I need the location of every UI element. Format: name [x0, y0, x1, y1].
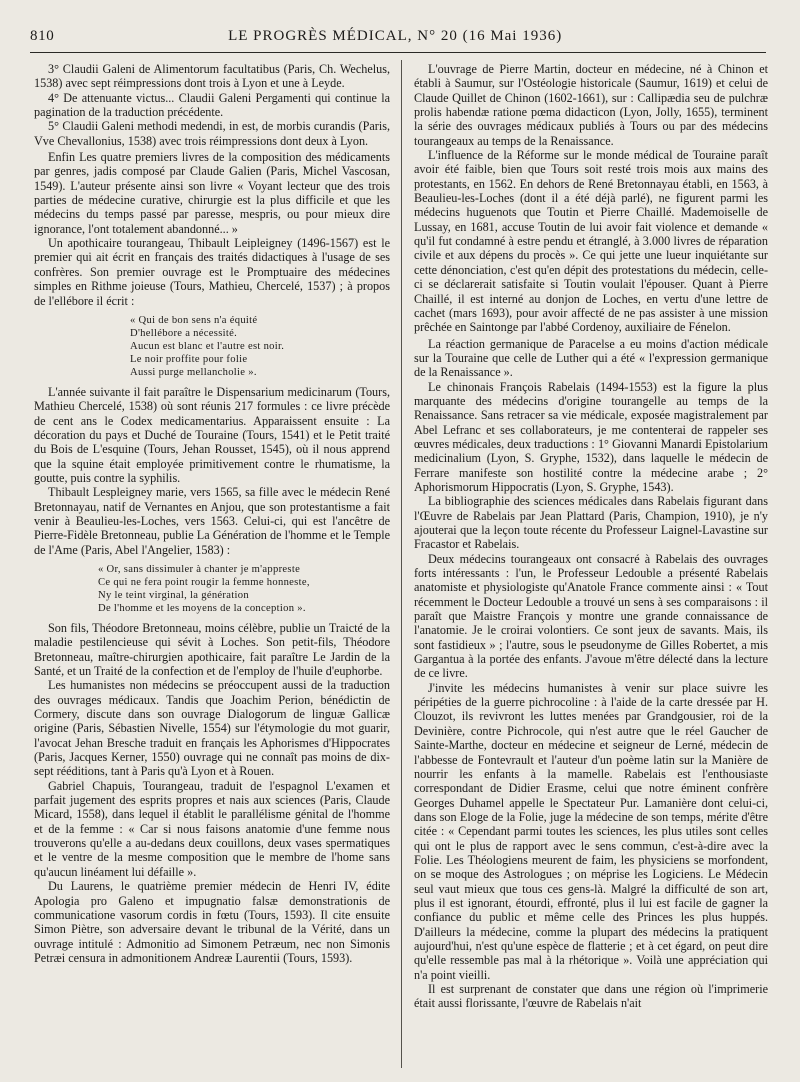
paragraph: La bibliographie des sciences médicales dans Rabelais figurant dans l'Œuvre de Rabelais par Jean Plattard (Paris, Champion, 1910), je n'y ajouterai que la leçon toute récente du Professeur Laignel-Lavastine sur Fracastor et Rabelais. — [414, 494, 768, 552]
journal-title: LE PROGRÈS MÉDICAL, N° 20 (16 Mai 1936) — [228, 28, 563, 44]
page-header — [30, 28, 766, 52]
paragraph: L'année suivante il fait paraître le Dispensarium medicinarum (Tours, Mathieu Chercelé, 1538) où sont réunis 217 formules : ce livre précède de cent ans le Codex medicamentarius. Apparaissent ensuite : La décoration du pays et Duché de Touraine (Tours, 1541) et le Petit traité du Bois de L'esquine (Tours, Jehan Rousset, 1545), où il nous apprend que la squine était employée primitivement contre le rhumatisme, la goutte, puis contre la syphilis. — [34, 384, 390, 485]
verse-line: Aucun est blanc et l'autre est noir. — [130, 340, 285, 352]
paragraph: Il est surprenant de constater que dans une région où l'imprimerie était aussi florissante, l'œuvre de Rabelais n'ait — [414, 982, 768, 1011]
paragraph: Un apothicaire tourangeau, Thibault Leipleigney (1496-1567) est le premier qui ait écrit en français des traités didactiques à l'usage de ses confrères. Son premier ouvrage est le Promptuaire des médecines simples en Rithme joieuse (Tours, Mathieu, Chercelé, 1537) ; à propos de l'ellébore il écrit : — [34, 236, 390, 308]
paragraph: 3° Claudii Galeni de Alimentorum facultatibus (Paris, Ch. Wechelus, 1538) avec sept réimpressions dont trois à Lyon et une à Leyde. — [34, 62, 390, 91]
paragraph: Les humanistes non médecins se préoccupent aussi de la traduction des ouvrages médicaux. Tandis que Joachim Perion, bénédictin de Cormery, discute dans son ouvrage Dialogorum de linguæ Gallicæ origine (Paris, Sébastien Nivelle, 1554) sur l'étymologie du mot guarir, l'avocat Jehan Bresche traduit en français les Aphorismes d'Hippocrates (Paris, Jacques Kerner, 1550) ouvrage qui ne connaît pas moins de dix-sept rééditions, tant à Paris qu'à Lyon et à Rouen. — [34, 678, 390, 779]
page-number: 810 — [30, 28, 55, 44]
paragraph: J'invite les médecins humanistes à venir sur place suivre les péripéties de la guerre pichrocoline : à l'aide de la carte dressée par H. Clouzot, ils revivront les luttes menées par Grandgousier, roi de la Devinière, contre Pichrocole, qui n'est autre que le réel Gaucher de Sainte-Marthe, docteur en médecine et seigneur de Lerné, médecin de l'abbesse de Fontevrault et l'auteur d'un poème latin sur la Manière de nourrir les enfants à la mamelle. Rabelais est l'enthousiaste correspondant de Didier Erasme, celui que notre éminent confrère Georges Duhamel appelle le Spectateur Pur. Lamanière dont celui-ci, dans son Eloge de la Folie, juge la médecine de son temps, mérite d'être citée : « Cependant parmi toutes les sciences, les plus utiles sont celles qui ont le plus de rapport avec le sens commun, c'est-à-dire avec la Folie. Les Théologiens meurent de faim, les physiciens se morfondent, on se moque des Astrologues ; on méprise les Logiciens. Le Médecin seul vaut mieux que tous ces gens-là. Malgré la difficulté de son art, plus il est ignorant, étourdi, effronté, plus il lui est facile de gagner la confiance du public et même celle des Princes les plus huppés. D'ailleurs la médecine, comme la plupart des médecins la pratiquent aujourd'hui, n'est qu'une espèce de flatterie ; et à cet égard, on peut dire qu'elle ressemble pas mal à la rhétorique ». Voilà une appréciation qui n'a point vieilli. — [414, 680, 768, 982]
header-rule — [30, 52, 766, 53]
paragraph: 4° De attenuante victus... Claudii Galeni Pergamenti qui continue la pagination de la traduction précédente. — [34, 90, 390, 120]
paragraph: Le chinonais François Rabelais (1494-1553) est la figure la plus marquante des médecins d'origine tourangelle au temps de la Renaissance. Sans retracer sa vie médicale, exposée magistralement par Abel Lefranc et ses collaborateurs, je me contenterai de rappeler ses œuvres médicales, deux traductions : 1° Giovanni Manardi Epistolarium medicinalium (Lyon, S. Gryphe, 1532), dans laquelle le médecin de Ferrare manifeste son hostilité contre la médecine arabe ; 2° Aphorismorum Hippocratis (Lyon, S. Gryphe, 1543). — [414, 379, 768, 494]
verse-line: D'hellébore a nécessité. — [130, 327, 238, 339]
paragraph: Du Laurens, le quatrième premier médecin de Henri IV, édite Apologia pro Galeno et impugnatio falsæ demonstrationis de communicatione vasorum cordis in fœtu (Tours, 1593). Il cite ensuite Simon Piètre, son adversaire devant le tribunal de la Vérité, dans un ouvrage intitulé : Admonitio ad Simonem Petræum, nec non Simonis Petræi censura in admonitionem Andreæ Laurentii (Tours, 1593). — [34, 879, 390, 965]
paragraph: 5° Claudii Galeni methodi medendi, in est, de morbis curandis (Paris, Vve Chevallonius, 1538) avec trois réimpressions dont deux à Lyon. — [34, 119, 390, 148]
verse-line: Ny le teint virginal, la génération — [98, 589, 249, 601]
verse-quote — [34, 563, 390, 615]
left-column — [34, 62, 390, 1074]
verse-quote — [34, 314, 390, 379]
verse-line: « Qui de bon sens n'a équité — [130, 314, 258, 326]
verse-line: De l'homme et les moyens de la conception ». — [98, 602, 306, 614]
paragraph: Son fils, Théodore Bretonneau, moins célèbre, publie un Traicté de la maladie pestilencieuse qui sévit à Loches. Son petit-fils, Théodore Bretonneau, maître-chirurgien apothicaire, fait paraître Le Jardin de la Santé, et un Traité de la confection et de l'employ de l'huile d'euphorbe. — [34, 620, 390, 678]
column-divider — [401, 60, 402, 1068]
verse-line: Aussi purge mellancholie ». — [130, 366, 257, 378]
paragraph: La réaction germanique de Paracelse a eu moins d'action médicale sur la Touraine que celle de Luther qui a été « l'expression germanique de la Renaissance ». — [414, 336, 768, 380]
paragraph: Enfin Les quatre premiers livres de la composition des médicaments par genres, jadis composé par Claude Galien (Paris, Michel Vascosan, 1549). L'auteur présente ainsi son livre « Voyant lecteur que des trois parties de médecine curative, chirurgie est la plus difficile et que les médecins du temps passé par paresse, mespris, ou pour mieux dire ignorance, l'ont totalement abandonné... » — [34, 150, 390, 236]
verse-line: « Or, sans dissimuler à chanter je m'appreste — [98, 563, 301, 575]
paragraph: L'influence de la Réforme sur le monde médical de Touraine paraît avoir été faible, bien que Tours soit resté trois mois aux mains des protestants, en 1562. En dehors de René Bretonnayau établi, en 1563, à Beaulieu-les-Loches (dont il a été déjà parlé), ne figurent parmi les médecins huguenots que Toutin et Pierre Chaillé. Mademoiselle de Lussay, en 1681, accuse Toutin de lui avoir fait violence et demande « qu'il fut condamné à estre pendu et étranglé, à 3.000 livres de réparation civile et aux dépens du procès ». Ce qui jette une lueur inquiétante sur cette dénonciation, c'est qu'en dépit des protestations du médecin, celle-ci se déclarerait satisfaite si Toutin voulait l'épouser. Quant à Pierre Chaillé, il est interné au donjon de Loches, en vertu d'une lettre de cachet (mars 1693), pour avoir affecté de ne pas assister à une mission prêchée en Saintonge par l'abbé Cordenoy, auxiliaire de Fénelon. — [414, 148, 768, 335]
verse-line: Ce qui ne fera point rougir la femme honneste, — [98, 576, 310, 588]
verse-line: Le noir proffite pour folie — [130, 353, 248, 365]
paragraph: Deux médecins tourangeaux ont consacré à Rabelais des ouvrages forts intéressants : l'un, le Professeur Ledouble a présenté Rabelais anatomiste et physiologiste qu'Anatole France commente ainsi : « Tout récemment le Docteur Ledouble a trouvé un sens à ses comparaisons : il paraît que Maistre François y montre une grande connaissance de l'anatomie. Je le croirai volontiers. Ce sont jeux de savants. Mais, ils sont fastidieux » ; l'autre, sous le pseudonyme de Gilles Robertet, a mis Gargantua à la portée des enfants. J'avoue m'être délecté dans la lecture de ce livre. — [414, 551, 768, 681]
paragraph: Gabriel Chapuis, Tourangeau, traduit de l'espagnol L'examen et parfait jugement des esprits propres et nais aux sciences (Paris, Claude Micard, 1558), dans lequel il établit le parallélisme génital de l'homme et de la femme : « Car si nous faisons anatomie d'une femme nous trouverons qu'elle a au-dedans deux couillons, deux vases spermatiques et le ventre de la mesme composition que le membre de l'home sans qu'aucun linéament lui défaille ». — [34, 778, 390, 879]
paragraph: L'ouvrage de Pierre Martin, docteur en médecine, né à Chinon et établi à Saumur, sur l'Ostéologie historicale (Saumur, 1619) et celui de Claude Quillet de Chinon (1602-1661), sur : Callipædia seu de pulchræ prolis habendæ ratione pœma didacticon (Lyon, Jolly, 1655), terminent la série des ouvrages médicaux publiés à Tours ou par des médecins tourangeaux au temps de la Renaissance. — [414, 62, 768, 148]
right-column — [414, 62, 768, 1074]
paragraph: Thibault Lespleigney marie, vers 1565, sa fille avec le médecin René Bretonnayau, natif de Vernantes en Anjou, que son protestantisme a fait venir à Beaulieu-les-Loches, vers 1563. Celui-ci, qui est l'ancêtre de Pierre-Fidèle Bretonneau, publie La Génération de l'homme et le Temple de l'Ame (Paris, Abel l'Angelier, 1583) : — [34, 485, 390, 557]
